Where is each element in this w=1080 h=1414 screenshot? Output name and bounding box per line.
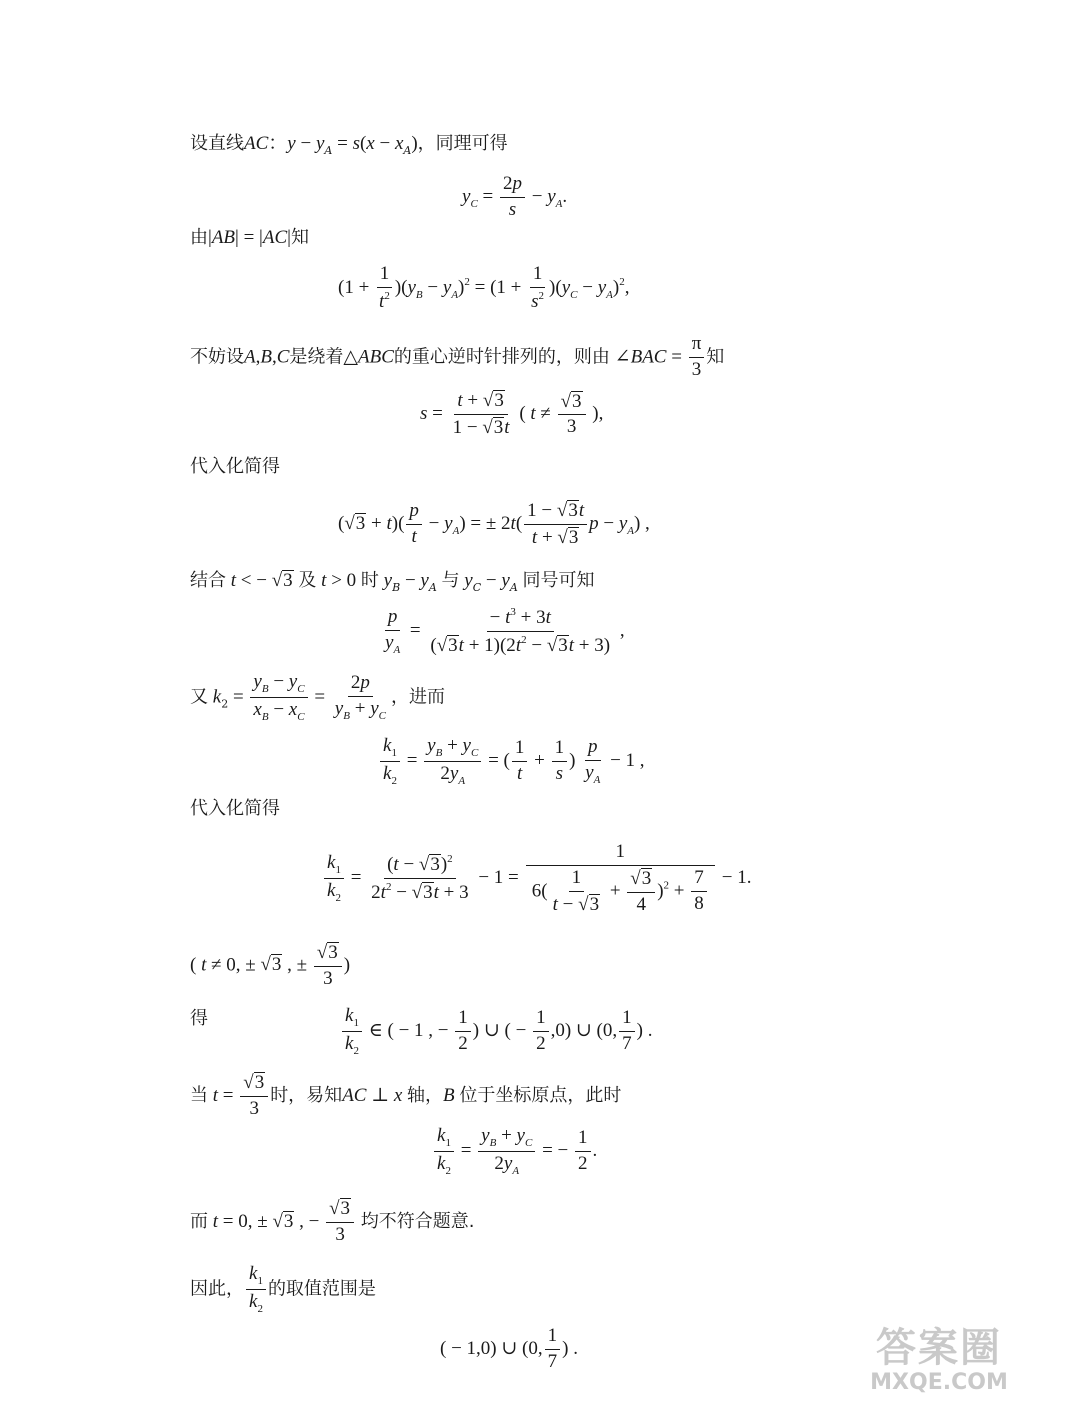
text-fragment: 的重心逆时针排列的，则由 (393, 346, 610, 368)
text-line-9: 结合 t < − √3 及 t > 0 时 $y_B - y_A$ 与 $y_C - y_A$ 同号可知 (190, 570, 595, 594)
text-fragment: 结合 (190, 570, 226, 591)
text-line-16 (190, 1010, 208, 1028)
text-fragment: 时，易知 (270, 1084, 343, 1106)
text-line-20: 因此， $\frac{k_1}{k_2}$ 的取值范围是 (190, 1263, 376, 1316)
equation-p-over-ya: $\frac{p}{y_A}$ = $\frac{- t^3 + 3t}{(√3t + 1)(2t^2 - √3t + 3)}$ , (385, 605, 625, 656)
text-fragment: 与 (441, 570, 460, 591)
text-fragment: 得 (190, 1008, 208, 1029)
text-line-3: 由|AB| = |AC|知 (190, 227, 309, 248)
text-fragment: 因此， (190, 1278, 244, 1300)
equation-condition: ( t ≠ 0, ± √3 , ± $\frac{√3}{3}$ ) (190, 942, 351, 989)
text-fragment: ，进而 (390, 686, 445, 708)
text-fragment: 位于坐标原点，此时 (459, 1084, 622, 1106)
text-fragment: 而 (190, 1210, 208, 1232)
equation-k1k2-a: $\frac{k_1}{k_2}$ = $\frac{y_B + y_C}{2y_A}$ = ( $\frac{1}{t}$ + $\frac{1}{s}$ ) $\frac{p}{y_A}$ − 1 , (378, 736, 645, 787)
text-fragment: 由 (190, 227, 208, 248)
text-fragment: 是绕着 (289, 346, 344, 368)
text-fragment: 同号可知 (522, 570, 595, 591)
text-fragment: 不妨设 (190, 346, 244, 368)
equation-substitution: (√3 + t)( $\frac{p}{t}$ − $y_A$) = ± 2t( $\frac{1 - √3t}{t + √3}$ $p - y_A$) , (338, 500, 650, 548)
equation-k1k2-c: $\frac{k_1}{k_2}$ = $\frac{y_B + y_C}{2y_A}$ = − $\frac{1}{2}$ . (432, 1126, 597, 1177)
equation-yc: $y_C$ = $\frac{2p}{s}$ − $y_A$. (462, 173, 568, 220)
text-line-1: 设直线AC：$y - y_A = s(x - x_A)$，同理可得 (190, 133, 508, 157)
text-fragment: 轴， (407, 1084, 444, 1106)
equation-final-range: ( − 1,0) ∪ (0, $\frac{1}{7}$ ) . (440, 1325, 578, 1372)
text-fragment: 均不符合题意. (360, 1210, 475, 1232)
text-fragment: 又 (190, 686, 208, 708)
text-fragment: 的取值范围是 (267, 1278, 376, 1300)
text-fragment: 设直线 (190, 133, 244, 154)
text-fragment: 及 (298, 570, 317, 591)
text-fragment: 当 (190, 1084, 208, 1106)
text-line-17: 当 t = $\frac{√3}{3}$ 时，易知AC ⊥ x 轴，B 位于坐标原点，此时 (190, 1072, 622, 1119)
text-fragment: ，同理可得 (417, 133, 508, 154)
equation-s: s = $\frac{t + √3}{1 - √3t}$ ( t ≠ $\frac{√3}{3}$ ), (420, 390, 604, 438)
equation-range-a: $\frac{k_1}{k_2}$ ∈ ( − 1 , − $\frac{1}{2}$ ) ∪ ( − $\frac{1}{2}$ ,0) ∪ (0, $\frac{1}{7}$ ) . (340, 1006, 652, 1057)
text-line-5: 不妨设A,B,C是绕着△ABC的重心逆时针排列的，则由 ∠BAC = $\frac{\pi}{3}$ 知 (190, 333, 725, 380)
equation-ab-ac: (1 + $\frac{1}{t^2}$ )$(y_B - y_A)^2 = (1$ + $\frac{1}{s^2}$ )$(y_C - y_A)^2$, (338, 263, 630, 312)
watermark-top-text: 答案圈 (876, 1325, 1002, 1371)
text-line-11: 又 $k_2$ = $\frac{y_B - y_C}{x_B - x_C}$ = $\frac{2p}{y_B + y_C}$ ，进而 (190, 671, 445, 724)
watermark-bottom-text: MXQE.COM (870, 1370, 1008, 1395)
text-line-13: 代入化简得 (190, 798, 280, 819)
text-line-7: 代入化简得 (190, 456, 280, 477)
text-fragment: 知 (290, 227, 309, 248)
watermark-logo (844, 1325, 1034, 1404)
text-line-19: 而 t = 0, ± √3 , − $\frac{√3}{3}$ 均不符合题意. (190, 1198, 475, 1245)
text-fragment: 知 (706, 346, 725, 368)
text-fragment: 时 (360, 570, 379, 591)
equation-k1k2-b: $\frac{k_1}{k_2}$ = $\frac{(t - √3)^2}{2t^2 - √3t + 3}$ − 1 = 1 6( $\frac{1}{t - √3}$ + $\frac{√3}{4}$ )$^2$ + $\frac{7}{8}$ − 1. (322, 842, 752, 916)
